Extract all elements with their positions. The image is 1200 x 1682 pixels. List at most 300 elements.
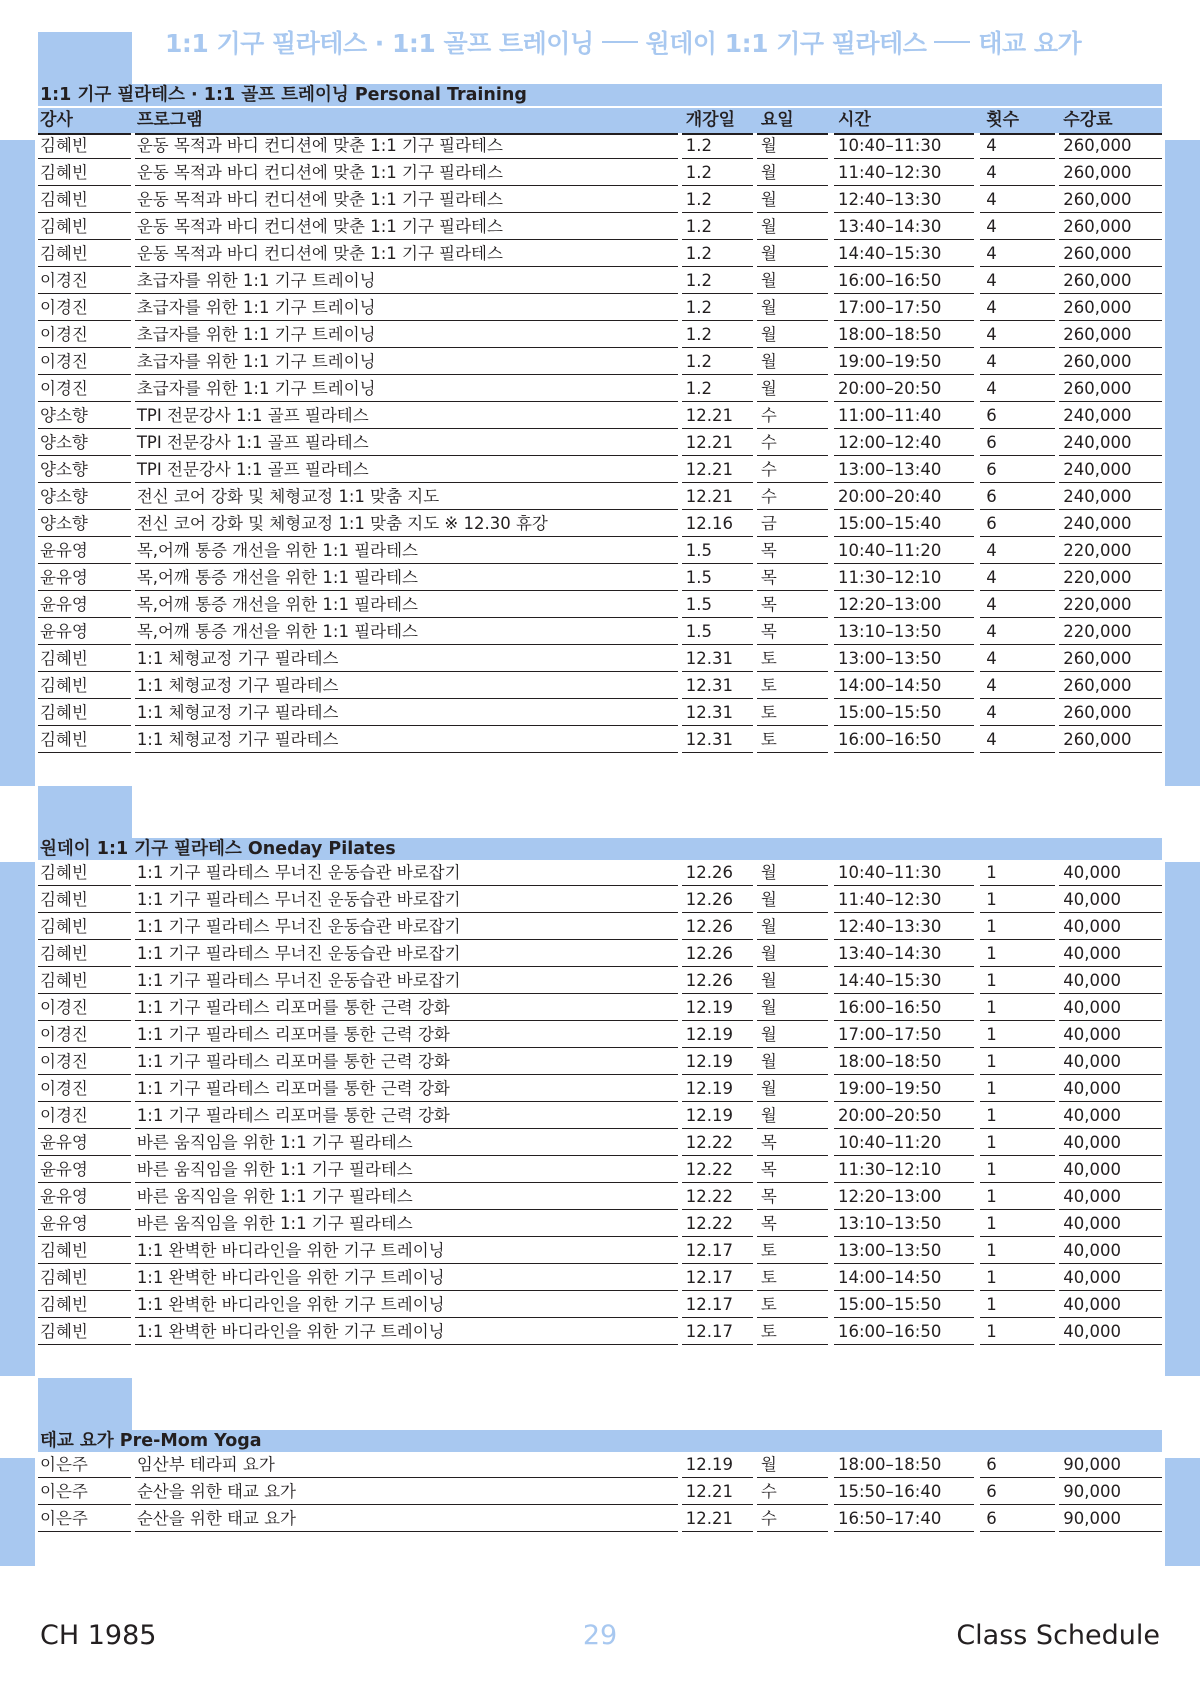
- cell-time: 16:00–16:50: [834, 995, 974, 1021]
- table-row: [38, 700, 1162, 727]
- cell-sessions: 4: [980, 322, 1055, 348]
- table-row: [38, 376, 1162, 403]
- cell-start-date: 1.2: [682, 160, 753, 186]
- title-part-1: 1:1 기구 필라테스 · 1:1 골프 트레이닝: [165, 29, 594, 58]
- cell-program: 바른 움직임을 위한 1:1 기구 필라테스: [135, 1157, 678, 1183]
- title-part-3: 태교 요가: [978, 29, 1082, 58]
- cell-start-date: 12.22: [682, 1157, 753, 1183]
- deco-block-top: [38, 32, 132, 84]
- cell-start-date: 1.2: [682, 133, 753, 159]
- cell-start-date: 12.19: [682, 1452, 753, 1478]
- cell-program: 전신 코어 강화 및 체형교정 1:1 맞춤 지도 ※ 12.30 휴강: [135, 511, 678, 537]
- cell-instructor: 김혜빈: [38, 646, 131, 672]
- cell-instructor: 이은주: [38, 1452, 131, 1478]
- cell-start-date: 12.19: [682, 1049, 753, 1075]
- table-row: [38, 160, 1162, 187]
- table-row: [38, 349, 1162, 376]
- cell-weekday: 금: [757, 511, 828, 537]
- cell-time: 13:00–13:50: [834, 1238, 974, 1264]
- cell-time: 16:00–16:50: [834, 268, 974, 294]
- table-row: [38, 241, 1162, 268]
- section-oneday-pilates: [38, 838, 1162, 1346]
- cell-start-date: 1.2: [682, 295, 753, 321]
- table-row: [38, 914, 1162, 941]
- cell-start-date: 1.5: [682, 592, 753, 618]
- cell-weekday: 월: [757, 187, 828, 213]
- cell-weekday: 목: [757, 538, 828, 564]
- cell-fee: 240,000: [1059, 457, 1162, 483]
- cell-time: 11:40–12:30: [834, 887, 974, 913]
- cell-sessions: 1: [980, 860, 1055, 886]
- cell-weekday: 월: [757, 860, 828, 886]
- cell-fee: 260,000: [1059, 322, 1162, 348]
- column-header-weekday: 요일: [757, 108, 828, 135]
- cell-time: 16:00–16:50: [834, 727, 974, 753]
- cell-start-date: 12.22: [682, 1184, 753, 1210]
- cell-weekday: 목: [757, 592, 828, 618]
- table-row: [38, 1265, 1162, 1292]
- cell-start-date: 12.31: [682, 673, 753, 699]
- section-header: 1:1 기구 필라테스 · 1:1 골프 트레이닝 Personal Training: [38, 84, 1162, 106]
- cell-fee: 260,000: [1059, 673, 1162, 699]
- cell-start-date: 12.17: [682, 1265, 753, 1291]
- table-row: [38, 403, 1162, 430]
- cell-instructor: 윤유영: [38, 1211, 131, 1237]
- cell-instructor: 김혜빈: [38, 160, 131, 186]
- table-row: [38, 673, 1162, 700]
- cell-fee: 40,000: [1059, 860, 1162, 886]
- footer-brand: CH 1985: [40, 1620, 157, 1651]
- section-personal-training: [38, 84, 1162, 754]
- cell-instructor: 김혜빈: [38, 133, 131, 159]
- table-row: [38, 1157, 1162, 1184]
- cell-time: 16:50–17:40: [834, 1506, 974, 1532]
- table-row: [38, 1292, 1162, 1319]
- cell-start-date: 12.26: [682, 968, 753, 994]
- cell-fee: 240,000: [1059, 484, 1162, 510]
- cell-instructor: 김혜빈: [38, 914, 131, 940]
- table-row: [38, 1238, 1162, 1265]
- cell-start-date: 12.31: [682, 646, 753, 672]
- cell-weekday: 토: [757, 673, 828, 699]
- cell-program: 1:1 기구 필라테스 리포머를 통한 근력 강화: [135, 1022, 678, 1048]
- cell-time: 11:40–12:30: [834, 160, 974, 186]
- cell-weekday: 토: [757, 1319, 828, 1345]
- cell-start-date: 1.2: [682, 241, 753, 267]
- cell-start-date: 12.19: [682, 1103, 753, 1129]
- cell-fee: 260,000: [1059, 214, 1162, 240]
- column-header-program: 프로그램: [135, 108, 678, 135]
- cell-sessions: 1: [980, 1292, 1055, 1318]
- cell-sessions: 1: [980, 914, 1055, 940]
- cell-sessions: 4: [980, 187, 1055, 213]
- cell-program: 운동 목적과 바디 컨디션에 맞춘 1:1 기구 필라테스: [135, 160, 678, 186]
- cell-instructor: 양소향: [38, 484, 131, 510]
- cell-sessions: 4: [980, 565, 1055, 591]
- cell-sessions: 4: [980, 619, 1055, 645]
- table-row: [38, 646, 1162, 673]
- cell-start-date: 12.21: [682, 1479, 753, 1505]
- cell-sessions: 4: [980, 349, 1055, 375]
- cell-instructor: 이경진: [38, 376, 131, 402]
- cell-sessions: 1: [980, 968, 1055, 994]
- table-row: [38, 538, 1162, 565]
- cell-sessions: 1: [980, 1130, 1055, 1156]
- table-row: [38, 860, 1162, 887]
- cell-instructor: 김혜빈: [38, 1265, 131, 1291]
- cell-program: 1:1 기구 필라테스 무너진 운동습관 바로잡기: [135, 941, 678, 967]
- cell-time: 10:40–11:20: [834, 1130, 974, 1156]
- cell-start-date: 1.2: [682, 187, 753, 213]
- table-row: [38, 1506, 1162, 1533]
- column-header-fee: 수강료: [1059, 108, 1162, 135]
- cell-program: 목,어깨 통증 개선을 위한 1:1 필라테스: [135, 619, 678, 645]
- table-row: [38, 1103, 1162, 1130]
- cell-instructor: 양소향: [38, 511, 131, 537]
- cell-fee: 40,000: [1059, 968, 1162, 994]
- cell-instructor: 이경진: [38, 295, 131, 321]
- cell-instructor: 김혜빈: [38, 968, 131, 994]
- table-row: [38, 430, 1162, 457]
- table-row: [38, 295, 1162, 322]
- cell-fee: 40,000: [1059, 887, 1162, 913]
- cell-start-date: 12.19: [682, 1076, 753, 1102]
- cell-program: 1:1 기구 필라테스 무너진 운동습관 바로잡기: [135, 887, 678, 913]
- cell-fee: 90,000: [1059, 1452, 1162, 1478]
- cell-program: 1:1 기구 필라테스 무너진 운동습관 바로잡기: [135, 860, 678, 886]
- cell-weekday: 월: [757, 349, 828, 375]
- cell-time: 12:00–12:40: [834, 430, 974, 456]
- cell-program: 순산을 위한 태교 요가: [135, 1506, 678, 1532]
- cell-program: 1:1 체형교정 기구 필라테스: [135, 727, 678, 753]
- cell-fee: 40,000: [1059, 1049, 1162, 1075]
- cell-start-date: 12.22: [682, 1211, 753, 1237]
- cell-weekday: 토: [757, 646, 828, 672]
- cell-weekday: 토: [757, 700, 828, 726]
- cell-fee: 260,000: [1059, 160, 1162, 186]
- table-row: [38, 1319, 1162, 1346]
- cell-weekday: 월: [757, 1103, 828, 1129]
- cell-instructor: 양소향: [38, 457, 131, 483]
- cell-time: 13:40–14:30: [834, 214, 974, 240]
- cell-start-date: 1.5: [682, 619, 753, 645]
- cell-sessions: 6: [980, 511, 1055, 537]
- cell-weekday: 토: [757, 1238, 828, 1264]
- cell-instructor: 이경진: [38, 349, 131, 375]
- cell-sessions: 4: [980, 268, 1055, 294]
- cell-instructor: 김혜빈: [38, 700, 131, 726]
- cell-fee: 40,000: [1059, 1319, 1162, 1345]
- cell-fee: 90,000: [1059, 1506, 1162, 1532]
- cell-program: 1:1 체형교정 기구 필라테스: [135, 700, 678, 726]
- cell-instructor: 이경진: [38, 322, 131, 348]
- cell-weekday: 월: [757, 295, 828, 321]
- cell-sessions: 6: [980, 484, 1055, 510]
- cell-start-date: 12.21: [682, 403, 753, 429]
- cell-time: 12:20–13:00: [834, 1184, 974, 1210]
- cell-start-date: 12.26: [682, 914, 753, 940]
- table-row: [38, 457, 1162, 484]
- title-part-2: 원데이 1:1 기구 필라테스: [645, 29, 927, 58]
- cell-time: 10:40–11:20: [834, 538, 974, 564]
- cell-weekday: 월: [757, 995, 828, 1021]
- cell-sessions: 4: [980, 727, 1055, 753]
- cell-program: 임산부 테라피 요가: [135, 1452, 678, 1478]
- cell-instructor: 김혜빈: [38, 727, 131, 753]
- cell-weekday: 월: [757, 133, 828, 159]
- deco-block-mid-1: [38, 786, 132, 838]
- cell-program: 1:1 완벽한 바디라인을 위한 기구 트레이닝: [135, 1238, 678, 1264]
- cell-sessions: 6: [980, 1452, 1055, 1478]
- cell-sessions: 6: [980, 430, 1055, 456]
- cell-fee: 40,000: [1059, 1157, 1162, 1183]
- cell-sessions: 4: [980, 241, 1055, 267]
- cell-sessions: 1: [980, 1022, 1055, 1048]
- table-row: [38, 565, 1162, 592]
- cell-fee: 40,000: [1059, 1022, 1162, 1048]
- table-row: [38, 1076, 1162, 1103]
- cell-sessions: 1: [980, 995, 1055, 1021]
- cell-time: 13:10–13:50: [834, 1211, 974, 1237]
- cell-sessions: 6: [980, 403, 1055, 429]
- table-row: [38, 887, 1162, 914]
- cell-fee: 40,000: [1059, 1265, 1162, 1291]
- cell-sessions: 6: [980, 1479, 1055, 1505]
- cell-start-date: 12.21: [682, 430, 753, 456]
- cell-weekday: 월: [757, 322, 828, 348]
- cell-sessions: 1: [980, 1076, 1055, 1102]
- cell-time: 13:00–13:40: [834, 457, 974, 483]
- cell-fee: 260,000: [1059, 376, 1162, 402]
- cell-time: 10:40–11:30: [834, 860, 974, 886]
- cell-start-date: 12.17: [682, 1292, 753, 1318]
- cell-time: 15:50–16:40: [834, 1479, 974, 1505]
- cell-time: 13:40–14:30: [834, 941, 974, 967]
- cell-program: 순산을 위한 태교 요가: [135, 1479, 678, 1505]
- cell-fee: 240,000: [1059, 511, 1162, 537]
- deco-block-mid-2: [38, 1378, 132, 1430]
- cell-time: 14:00–14:50: [834, 673, 974, 699]
- cell-fee: 40,000: [1059, 1103, 1162, 1129]
- cell-fee: 40,000: [1059, 941, 1162, 967]
- cell-time: 20:00–20:40: [834, 484, 974, 510]
- cell-start-date: 1.2: [682, 214, 753, 240]
- cell-instructor: 윤유영: [38, 1157, 131, 1183]
- table-row: [38, 592, 1162, 619]
- cell-sessions: 1: [980, 1265, 1055, 1291]
- cell-weekday: 월: [757, 1076, 828, 1102]
- cell-start-date: 12.22: [682, 1130, 753, 1156]
- cell-weekday: 목: [757, 619, 828, 645]
- cell-instructor: 윤유영: [38, 619, 131, 645]
- cell-start-date: 12.21: [682, 484, 753, 510]
- cell-program: 운동 목적과 바디 컨디션에 맞춘 1:1 기구 필라테스: [135, 214, 678, 240]
- cell-fee: 40,000: [1059, 1184, 1162, 1210]
- cell-time: 11:00–11:40: [834, 403, 974, 429]
- cell-instructor: 이경진: [38, 1049, 131, 1075]
- cell-weekday: 수: [757, 1506, 828, 1532]
- cell-time: 14:40–15:30: [834, 968, 974, 994]
- cell-sessions: 1: [980, 1049, 1055, 1075]
- cell-weekday: 수: [757, 430, 828, 456]
- cell-instructor: 이경진: [38, 1076, 131, 1102]
- cell-weekday: 목: [757, 565, 828, 591]
- cell-fee: 40,000: [1059, 1130, 1162, 1156]
- cell-sessions: 4: [980, 592, 1055, 618]
- cell-sessions: 4: [980, 376, 1055, 402]
- cell-instructor: 양소향: [38, 403, 131, 429]
- cell-fee: 260,000: [1059, 700, 1162, 726]
- cell-instructor: 이경진: [38, 995, 131, 1021]
- cell-program: TPI 전문강사 1:1 골프 필라테스: [135, 403, 678, 429]
- cell-program: 1:1 기구 필라테스 무너진 운동습관 바로잡기: [135, 968, 678, 994]
- cell-start-date: 12.21: [682, 457, 753, 483]
- cell-time: 20:00–20:50: [834, 1103, 974, 1129]
- cell-weekday: 월: [757, 241, 828, 267]
- cell-fee: 40,000: [1059, 1211, 1162, 1237]
- cell-program: 초급자를 위한 1:1 기구 트레이닝: [135, 376, 678, 402]
- cell-program: 운동 목적과 바디 컨디션에 맞춘 1:1 기구 필라테스: [135, 241, 678, 267]
- cell-sessions: 1: [980, 1319, 1055, 1345]
- cell-start-date: 12.17: [682, 1238, 753, 1264]
- cell-program: 목,어깨 통증 개선을 위한 1:1 필라테스: [135, 592, 678, 618]
- section-header: 원데이 1:1 기구 필라테스 Oneday Pilates: [38, 838, 1162, 860]
- cell-fee: 220,000: [1059, 565, 1162, 591]
- section-header: 태교 요가 Pre-Mom Yoga: [38, 1430, 1162, 1452]
- cell-time: 18:00–18:50: [834, 322, 974, 348]
- title-dash-2: [934, 41, 970, 43]
- cell-fee: 220,000: [1059, 592, 1162, 618]
- cell-sessions: 4: [980, 214, 1055, 240]
- deco-side-left-3: [0, 1458, 35, 1566]
- footer-page-number: 29: [582, 1620, 618, 1651]
- section-premom-yoga: [38, 1430, 1162, 1533]
- cell-weekday: 수: [757, 484, 828, 510]
- cell-program: 1:1 완벽한 바디라인을 위한 기구 트레이닝: [135, 1292, 678, 1318]
- cell-sessions: 4: [980, 673, 1055, 699]
- cell-program: 1:1 기구 필라테스 리포머를 통한 근력 강화: [135, 1103, 678, 1129]
- column-header-instructor: 강사: [38, 108, 131, 135]
- cell-instructor: 김혜빈: [38, 941, 131, 967]
- table-row: [38, 133, 1162, 160]
- cell-instructor: 윤유영: [38, 565, 131, 591]
- cell-weekday: 월: [757, 968, 828, 994]
- cell-instructor: 이경진: [38, 268, 131, 294]
- cell-fee: 90,000: [1059, 1479, 1162, 1505]
- cell-instructor: 김혜빈: [38, 241, 131, 267]
- cell-start-date: 12.19: [682, 995, 753, 1021]
- cell-start-date: 12.17: [682, 1319, 753, 1345]
- cell-instructor: 김혜빈: [38, 860, 131, 886]
- cell-sessions: 1: [980, 1184, 1055, 1210]
- cell-weekday: 목: [757, 1130, 828, 1156]
- cell-fee: 40,000: [1059, 914, 1162, 940]
- cell-program: 초급자를 위한 1:1 기구 트레이닝: [135, 322, 678, 348]
- table-row: [38, 1479, 1162, 1506]
- deco-side-left-2: [0, 862, 35, 1376]
- cell-instructor: 이경진: [38, 1022, 131, 1048]
- cell-program: 1:1 기구 필라테스 리포머를 통한 근력 강화: [135, 1076, 678, 1102]
- table-row: [38, 941, 1162, 968]
- deco-side-left-1: [0, 140, 35, 786]
- deco-side-right-1: [1165, 140, 1200, 786]
- cell-start-date: 12.21: [682, 1506, 753, 1532]
- cell-instructor: 윤유영: [38, 592, 131, 618]
- cell-start-date: 12.31: [682, 727, 753, 753]
- table-row: [38, 619, 1162, 646]
- cell-time: 16:00–16:50: [834, 1319, 974, 1345]
- cell-fee: 40,000: [1059, 995, 1162, 1021]
- cell-fee: 260,000: [1059, 727, 1162, 753]
- table-row: [38, 484, 1162, 511]
- cell-start-date: 12.19: [682, 1022, 753, 1048]
- cell-sessions: 1: [980, 887, 1055, 913]
- cell-program: 1:1 기구 필라테스 리포머를 통한 근력 강화: [135, 1049, 678, 1075]
- cell-weekday: 월: [757, 376, 828, 402]
- cell-instructor: 김혜빈: [38, 1319, 131, 1345]
- cell-fee: 220,000: [1059, 538, 1162, 564]
- cell-time: 11:30–12:10: [834, 565, 974, 591]
- cell-weekday: 수: [757, 1479, 828, 1505]
- title-dash-1: [602, 41, 638, 43]
- cell-weekday: 목: [757, 1157, 828, 1183]
- cell-time: 14:00–14:50: [834, 1265, 974, 1291]
- cell-instructor: 김혜빈: [38, 673, 131, 699]
- cell-fee: 260,000: [1059, 268, 1162, 294]
- footer-section-name: Class Schedule: [956, 1620, 1160, 1651]
- cell-start-date: 1.2: [682, 268, 753, 294]
- cell-start-date: 12.26: [682, 887, 753, 913]
- cell-program: TPI 전문강사 1:1 골프 필라테스: [135, 457, 678, 483]
- cell-program: 운동 목적과 바디 컨디션에 맞춘 1:1 기구 필라테스: [135, 133, 678, 159]
- cell-weekday: 토: [757, 1265, 828, 1291]
- cell-sessions: 1: [980, 1103, 1055, 1129]
- cell-weekday: 목: [757, 1211, 828, 1237]
- cell-program: 초급자를 위한 1:1 기구 트레이닝: [135, 268, 678, 294]
- cell-program: 운동 목적과 바디 컨디션에 맞춘 1:1 기구 필라테스: [135, 187, 678, 213]
- cell-start-date: 12.26: [682, 941, 753, 967]
- table-row: [38, 1049, 1162, 1076]
- table-row: [38, 1452, 1162, 1479]
- cell-instructor: 윤유영: [38, 1130, 131, 1156]
- cell-program: 1:1 기구 필라테스 무너진 운동습관 바로잡기: [135, 914, 678, 940]
- cell-start-date: 1.2: [682, 322, 753, 348]
- cell-time: 18:00–18:50: [834, 1049, 974, 1075]
- cell-weekday: 목: [757, 1184, 828, 1210]
- cell-program: 초급자를 위한 1:1 기구 트레이닝: [135, 295, 678, 321]
- cell-sessions: 6: [980, 1506, 1055, 1532]
- cell-weekday: 월: [757, 914, 828, 940]
- table-row: [38, 511, 1162, 538]
- deco-side-right-3: [1165, 1458, 1200, 1566]
- cell-weekday: 토: [757, 727, 828, 753]
- table-row: [38, 1130, 1162, 1157]
- cell-sessions: 4: [980, 646, 1055, 672]
- cell-time: 10:40–11:30: [834, 133, 974, 159]
- cell-time: 13:00–13:50: [834, 646, 974, 672]
- table-row: [38, 214, 1162, 241]
- cell-program: 1:1 체형교정 기구 필라테스: [135, 673, 678, 699]
- cell-instructor: 이은주: [38, 1506, 131, 1532]
- cell-sessions: 1: [980, 1157, 1055, 1183]
- deco-side-right-2: [1165, 862, 1200, 1376]
- cell-fee: 260,000: [1059, 241, 1162, 267]
- cell-time: 13:10–13:50: [834, 619, 974, 645]
- cell-program: 1:1 체형교정 기구 필라테스: [135, 646, 678, 672]
- table-row: [38, 1184, 1162, 1211]
- cell-weekday: 월: [757, 1049, 828, 1075]
- column-header-sessions: 횟수: [980, 108, 1055, 135]
